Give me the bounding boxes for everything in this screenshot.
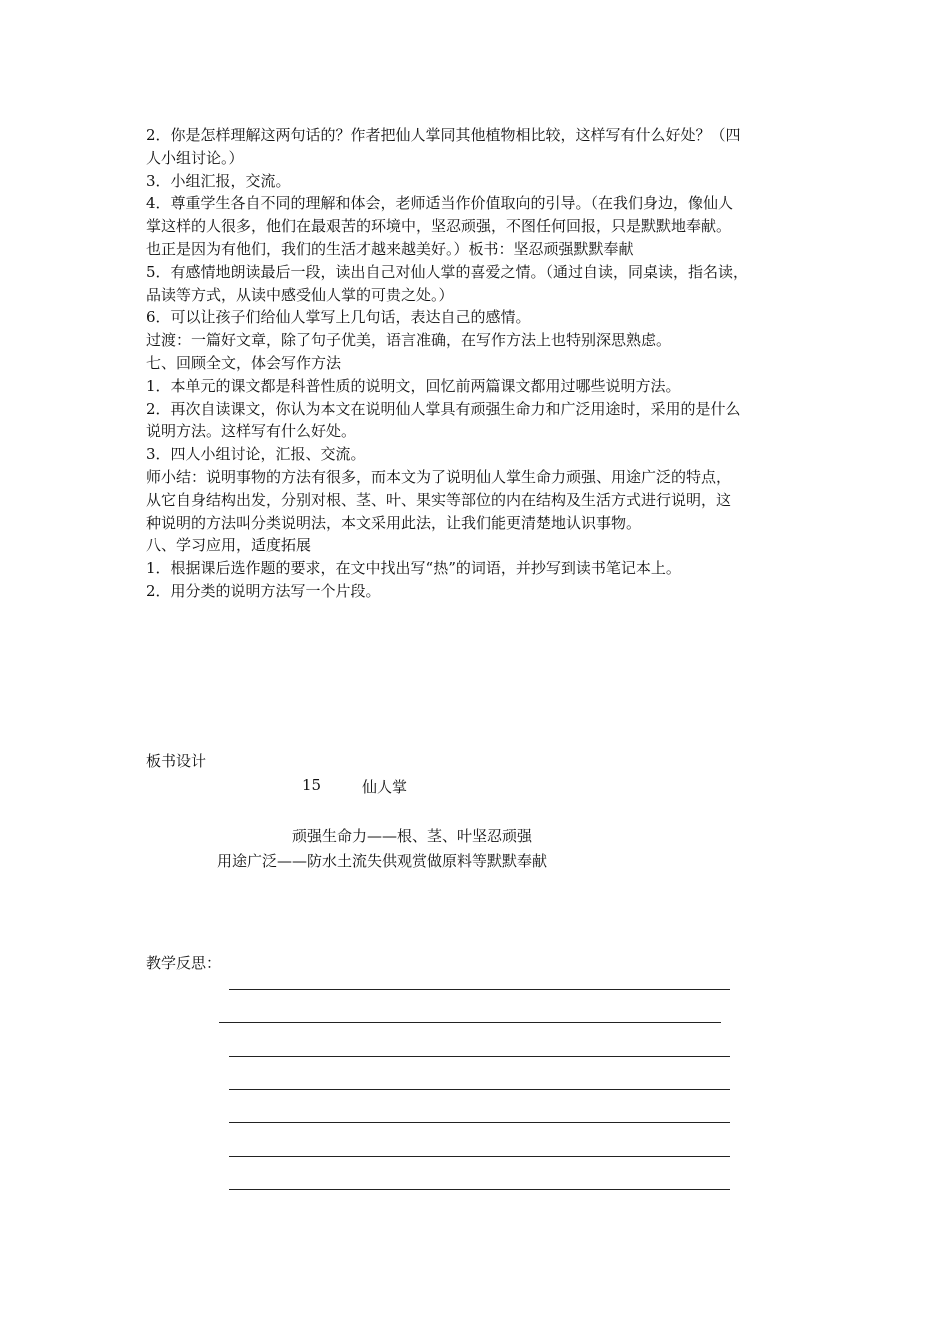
body-line: 师小结：说明事物的方法有很多，而本文为了说明仙人掌生命力顽强、用途广泛的特点， bbox=[146, 467, 732, 486]
body-line: 4．尊重学生各自不同的理解和体会，老师适当作价值取向的引导。（在我们身边，像仙人 bbox=[146, 194, 734, 213]
body-line: 5．有感情地朗读最后一段，读出自己对仙人掌的喜爱之情。（通过自读，同桌读，指名读， bbox=[146, 262, 749, 281]
body-line: 也正是因为有他们，我们的生活才越来越美好。）板书：坚忍顽强默默奉献 bbox=[146, 239, 634, 258]
board-lesson-title: 仙人掌 bbox=[362, 778, 408, 796]
body-line: 6．可以让孩子们给仙人掌写上几句话，表达自己的感情。 bbox=[146, 308, 531, 327]
body-line: 3．小组汇报，交流。 bbox=[146, 171, 291, 190]
body-line: 人小组讨论。） bbox=[146, 148, 244, 167]
reflection-writing-line bbox=[229, 1089, 730, 1090]
board-line-uses: 用途广泛——防水土流失供观赏做原料等默默奉献 bbox=[217, 852, 548, 870]
section-heading: 七、回顾全文，体会写作方法 bbox=[146, 353, 342, 372]
body-line: 过渡：一篇好文章，除了句子优美，语言准确，在写作方法上也特别深思熟虑。 bbox=[146, 331, 672, 350]
body-line: 说明方法。这样写有什么好处。 bbox=[146, 422, 357, 441]
body-line: 1．根据课后选作题的要求，在文中找出写“热”的词语，并抄写到读书笔记本上。 bbox=[146, 559, 681, 578]
body-line: 2．再次自读课文，你认为本文在说明仙人掌具有顽强生命力和广泛用途时，采用的是什么 bbox=[146, 399, 741, 418]
body-line: 3．四人小组讨论，汇报、交流。 bbox=[146, 445, 366, 464]
section-heading: 八、学习应用，适度拓展 bbox=[146, 536, 312, 555]
body-line: 1．本单元的课文都是科普性质的说明文，回忆前两篇课文都用过哪些说明方法。 bbox=[146, 376, 681, 395]
body-line: 种说明的方法叫分类说明法，本文采用此法，让我们能更清楚地认识事物。 bbox=[146, 513, 642, 532]
board-lesson-number: 15 bbox=[302, 776, 322, 794]
reflection-writing-line bbox=[229, 1156, 730, 1157]
board-line-vitality: 顽强生命力——根、茎、叶坚忍顽强 bbox=[292, 827, 533, 845]
reflection-writing-line bbox=[229, 1122, 730, 1123]
reflection-writing-line bbox=[229, 1189, 730, 1190]
board-design-heading: 板书设计 bbox=[146, 752, 207, 770]
reflection-label: 教学反思： bbox=[146, 954, 222, 972]
reflection-writing-line bbox=[229, 989, 730, 990]
lesson-body-text bbox=[146, 124, 826, 603]
body-line: 2．用分类的说明方法写一个片段。 bbox=[146, 581, 381, 600]
reflection-writing-line bbox=[219, 1022, 721, 1023]
body-line: 从它自身结构出发，分别对根、茎、叶、果实等部位的内在结构及生活方式进行说明，这 bbox=[146, 490, 732, 509]
body-line: 掌这样的人很多，他们在最艰苦的环境中，坚忍顽强，不图任何回报，只是默默地奉献。 bbox=[146, 217, 732, 236]
body-line: 2．你是怎样理解这两句话的？作者把仙人掌同其他植物相比较，这样写有什么好处？（四 bbox=[146, 126, 741, 144]
body-line: 品读等方式，从读中感受仙人掌的可贵之处。） bbox=[146, 285, 454, 304]
reflection-writing-line bbox=[229, 1056, 730, 1057]
